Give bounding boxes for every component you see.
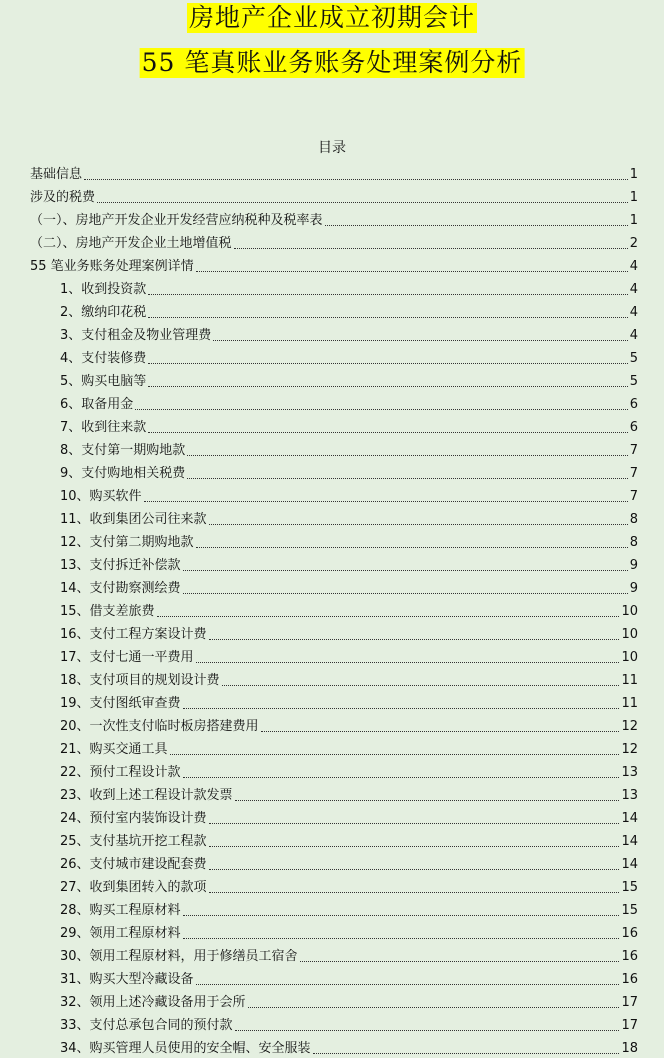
toc-dot-leader [209,523,628,525]
toc-entry[interactable] [30,483,638,506]
toc-entry-text: 25、支付基坑开挖工程款 [60,834,207,849]
toc-entry[interactable] [30,690,638,713]
toc-entry[interactable] [30,460,638,483]
toc-entry-page: 9 [629,581,638,596]
toc-dot-leader [209,845,620,847]
toc-entry[interactable] [30,414,638,437]
toc-entry[interactable] [30,920,638,943]
toc-entry[interactable] [30,897,638,920]
toc-entry-text: 涉及的税费 [30,190,96,205]
toc-entry-page: 15 [621,903,638,918]
toc-dot-leader [148,293,627,295]
toc-entry[interactable] [30,966,638,989]
toc-dot-leader [183,707,620,709]
toc-entry-page: 1 [629,167,638,182]
toc-entry-page: 10 [621,650,638,665]
toc-entry-page: 5 [629,351,638,366]
toc-entry[interactable] [30,437,638,460]
toc-dot-leader [209,638,620,640]
toc-entry[interactable] [30,575,638,598]
toc-entry-text: 33、支付总承包合同的预付款 [60,1018,233,1033]
toc-entry-text: 13、支付拆迁补偿款 [60,558,181,573]
toc-entry[interactable] [30,345,638,368]
toc-dot-leader [234,247,628,249]
toc-dot-leader [196,270,628,272]
toc-entry-text: 14、支付勘察测绘费 [60,581,181,596]
toc-dot-leader [148,431,627,433]
toc-entry-text: 4、支付装修费 [60,351,147,366]
toc-dot-leader [235,1029,620,1031]
toc-entry-text: 23、收到上述工程设计款发票 [60,788,233,803]
toc-entry[interactable] [30,322,638,345]
toc-entry-page: 13 [621,765,638,780]
toc-entry-text: 28、购买工程原材料 [60,903,181,918]
toc-dot-leader [183,937,620,939]
toc-entry-text: 6、取备用金 [60,397,134,412]
toc-entry[interactable] [30,874,638,897]
toc-entry[interactable] [30,184,638,207]
toc-entry-text: 16、支付工程方案设计费 [60,627,207,642]
toc-entry[interactable] [30,230,638,253]
toc-dot-leader [209,891,620,893]
toc-entry[interactable] [30,207,638,230]
toc-entry-text: 20、一次性支付临时板房搭建费用 [60,719,259,734]
toc-entry[interactable] [30,161,638,184]
title-line-2: 55 笔真账业务账务处理案例分析 [141,48,523,77]
toc-entry-page: 10 [621,604,638,619]
toc-entry-page: 7 [629,443,638,458]
toc-entry-page: 6 [629,420,638,435]
toc-entry-text: 9、支付购地相关税费 [60,466,186,481]
toc-dot-leader [187,454,627,456]
toc-dot-leader [313,1052,620,1054]
toc-entry[interactable] [30,759,638,782]
toc-entry-text: 30、领用工程原材料，用于修缮员工宿舍 [60,949,298,964]
toc-dot-leader [183,776,620,778]
toc-entry-text: 31、购买大型冷藏设备 [60,972,194,987]
toc-entry-text: 15、借支差旅费 [60,604,155,619]
toc-entry[interactable] [30,299,638,322]
toc-dot-leader [325,224,628,226]
toc-dot-leader [235,799,620,801]
toc-entry-page: 4 [629,282,638,297]
toc-entry[interactable] [30,943,638,966]
toc-entry-page: 15 [621,880,638,895]
toc-entry-text: 11、收到集团公司往来款 [60,512,207,527]
toc-dot-leader [148,385,627,387]
toc-entry-text: 34、购买管理人员使用的安全帽、安全服装 [60,1041,311,1056]
toc-entry-page: 16 [621,949,638,964]
toc-dot-leader [213,339,627,341]
toc-entry[interactable] [30,621,638,644]
toc-entry-text: 1、收到投资款 [60,282,147,297]
title-line-1: 房地产企业成立初期会计 [188,3,476,32]
toc-entry-text: 21、购买交通工具 [60,742,168,757]
toc-entry-text: 10、购买软件 [60,489,142,504]
toc-dot-leader [222,684,620,686]
toc-entry-page: 18 [621,1041,638,1056]
toc-entry[interactable] [30,529,638,552]
toc-entry[interactable] [30,253,638,276]
toc-entry[interactable] [30,391,638,414]
toc-dot-leader [187,477,627,479]
toc-entry-text: 55 笔业务账务处理案例详情 [30,259,194,274]
toc-dot-leader [148,316,627,318]
toc-entry[interactable] [30,667,638,690]
toc-entry-page: 16 [621,972,638,987]
toc-entry-page: 8 [629,512,638,527]
toc-entry-page: 14 [621,834,638,849]
toc-entry-text: 24、预付室内装饰设计费 [60,811,207,826]
toc-entry-page: 7 [629,489,638,504]
toc-dot-leader [144,500,628,502]
toc-dot-leader [148,362,627,364]
toc-dot-leader [183,592,628,594]
toc-dot-leader [196,661,620,663]
toc-entry[interactable] [30,851,638,874]
toc-dot-leader [209,868,620,870]
toc-entry-page: 8 [629,535,638,550]
toc-entry-page: 17 [621,1018,638,1033]
toc-entry-text: 基础信息 [30,167,83,182]
toc-entry-page: 6 [629,397,638,412]
toc-entry-text: （一）、房地产开发企业开发经营应纳税种及税率表 [30,213,323,228]
toc-dot-leader [135,408,627,410]
toc-entry-page: 14 [621,811,638,826]
toc-entry-text: 2、缴纳印花税 [60,305,147,320]
toc-dot-leader [248,1006,620,1008]
toc-entry[interactable] [30,276,638,299]
toc-entry[interactable] [30,828,638,851]
toc-entry-page: 13 [621,788,638,803]
toc-entry[interactable] [30,1035,638,1058]
toc-entry[interactable] [30,736,638,759]
toc-entry[interactable] [30,805,638,828]
toc-entry-text: 19、支付图纸审查费 [60,696,181,711]
toc-dot-leader [170,753,620,755]
table-of-contents [30,161,638,1058]
toc-entry[interactable] [30,552,638,575]
toc-entry-text: 32、领用上述冷藏设备用于会所 [60,995,246,1010]
toc-entry-text: 5、购买电脑等 [60,374,147,389]
toc-entry-page: 4 [629,305,638,320]
toc-dot-leader [209,822,620,824]
toc-dot-leader [261,730,620,732]
toc-entry-text: 26、支付城市建设配套费 [60,857,207,872]
toc-entry[interactable] [30,368,638,391]
toc-entry[interactable] [30,506,638,529]
toc-dot-leader [97,201,628,203]
toc-entry[interactable] [30,598,638,621]
toc-dot-leader [183,914,620,916]
toc-entry-text: 8、支付第一期购地款 [60,443,186,458]
toc-entry-page: 1 [629,213,638,228]
toc-entry[interactable] [30,644,638,667]
toc-entry-text: 29、领用工程原材料 [60,926,181,941]
toc-entry-text: 7、收到往来款 [60,420,147,435]
toc-entry-page: 11 [621,696,638,711]
toc-entry-page: 2 [629,236,638,251]
toc-dot-leader [183,569,628,571]
toc-entry-page: 14 [621,857,638,872]
toc-entry[interactable] [30,1012,638,1035]
toc-heading: 目录 [318,140,346,156]
toc-entry-text: 27、收到集团转入的款项 [60,880,207,895]
toc-entry-text: 3、支付租金及物业管理费 [60,328,212,343]
toc-entry-page: 11 [621,673,638,688]
toc-entry[interactable] [30,782,638,805]
toc-entry-page: 16 [621,926,638,941]
toc-entry-page: 4 [629,328,638,343]
toc-entry-text: 17、支付七通一平费用 [60,650,194,665]
toc-dot-leader [196,983,620,985]
toc-entry-page: 17 [621,995,638,1010]
toc-entry-page: 10 [621,627,638,642]
toc-entry-text: 12、支付第二期购地款 [60,535,194,550]
toc-dot-leader [300,960,620,962]
toc-entry-page: 12 [621,742,638,757]
toc-entry-page: 7 [629,466,638,481]
toc-dot-leader [84,178,628,180]
toc-entry-text: 18、支付项目的规划设计费 [60,673,220,688]
toc-dot-leader [196,546,628,548]
toc-entry-page: 1 [629,190,638,205]
toc-dot-leader [157,615,620,617]
toc-entry-text: 22、预付工程设计款 [60,765,181,780]
toc-entry-text: （二）、房地产开发企业土地增值税 [30,236,232,251]
toc-entry-page: 4 [629,259,638,274]
toc-entry-page: 5 [629,374,638,389]
toc-entry-page: 9 [629,558,638,573]
toc-entry[interactable] [30,989,638,1012]
toc-entry-page: 12 [621,719,638,734]
toc-entry[interactable] [30,713,638,736]
